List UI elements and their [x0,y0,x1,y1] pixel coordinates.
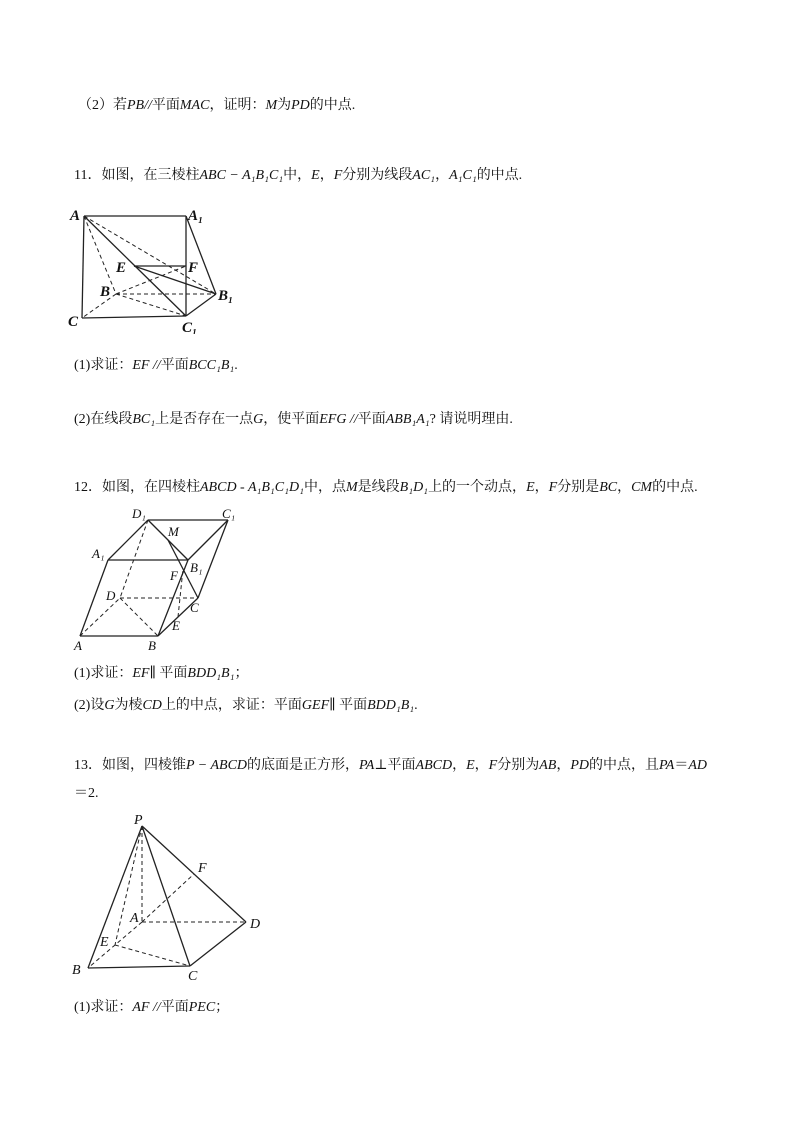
label-c1: C₁ [222,506,236,521]
q11-part2: (2)在线段BC₁上是否存在一点G，使平面EFG //平面ABB₁A₁? 请说明理由. [74,412,513,427]
label-b: B [148,638,156,652]
edge-c1-b1 [188,520,228,560]
q11-part1: (1)求证：EF //平面BCC₁B₁. [74,358,238,373]
label-e: E [172,618,180,633]
edge-b-c [88,966,190,968]
q12-prism-figure [66,504,256,652]
hidden-d1-d [120,520,148,598]
label-b: B [100,284,111,300]
hidden-a-d [80,598,120,636]
q13-stem: 13．如图，四棱锥P − ABCD的底面是正方形，PA⊥平面ABCD，E，F分别为AB，PD的中点，且PA＝AD [74,758,707,773]
label-c: C [190,600,199,615]
label-a: A [130,911,139,926]
label-d1: D₁ [132,506,146,521]
hidden-a-b [84,216,116,294]
q12-stem: 12．如图，在四棱柱ABCD - A₁B₁C₁D₁中，点M是线段B₁D₁上的一个动点，E，F分别是BC，CM的中点. [74,480,698,495]
edge-c-d [190,922,246,966]
label-p: P [134,813,143,828]
edge-a-c [82,216,84,318]
label-c1: C₁ [182,320,198,334]
edge-c-c1 [82,316,186,318]
q11-stem: 11．如图，在三棱柱ABC − A₁B₁C₁中，E，F分别为线段AC₁，A₁C₁的中点. [74,168,523,183]
label-e: E [116,260,127,276]
edge-d1-a1 [108,520,148,560]
edge-p-b [88,826,142,968]
q11-prism-figure [64,204,264,334]
hidden-a-b1 [84,216,216,294]
q13-stem-line2: ＝2. [74,786,99,801]
label-a1: A₁ [92,546,105,561]
q13-pyramid-figure [66,810,276,986]
label-d: D [250,917,261,932]
edge-c1-b1 [186,294,216,316]
hidden-b-c [82,294,116,318]
label-a: A [74,638,82,652]
edge-c1-c [198,520,228,598]
label-c: C [68,314,79,330]
label-f: F [188,260,199,276]
label-a: A [70,208,81,224]
q12-part2: (2)设G为棱CD上的中点，求证：平面GEF∥ 平面BDD₁B₁. [74,698,418,713]
label-a1: A₁ [188,208,204,224]
label-b1: B₁ [190,560,203,575]
label-d: D [106,588,116,603]
q10-part2: （2）若PB//平面MAC，证明：M为PD的中点. [78,98,356,113]
q12-part1: (1)求证：EF∥ 平面BDD₁B₁； [74,666,249,681]
label-f: F [198,861,207,876]
edge-a1-a [80,560,108,636]
hidden-d-b [120,598,158,636]
label-c: C [188,969,198,984]
label-f: F [170,568,178,583]
label-b1: B₁ [218,288,234,304]
q13-part1: (1)求证：AF //平面PEC； [74,1000,230,1015]
label-m: M [168,524,179,539]
edge-a1-b1 [186,216,216,294]
hidden-a-f [142,874,194,922]
label-b: B [72,963,81,978]
hidden-e-c [115,945,190,966]
label-e: E [100,935,109,950]
edge-p-c [142,826,190,966]
